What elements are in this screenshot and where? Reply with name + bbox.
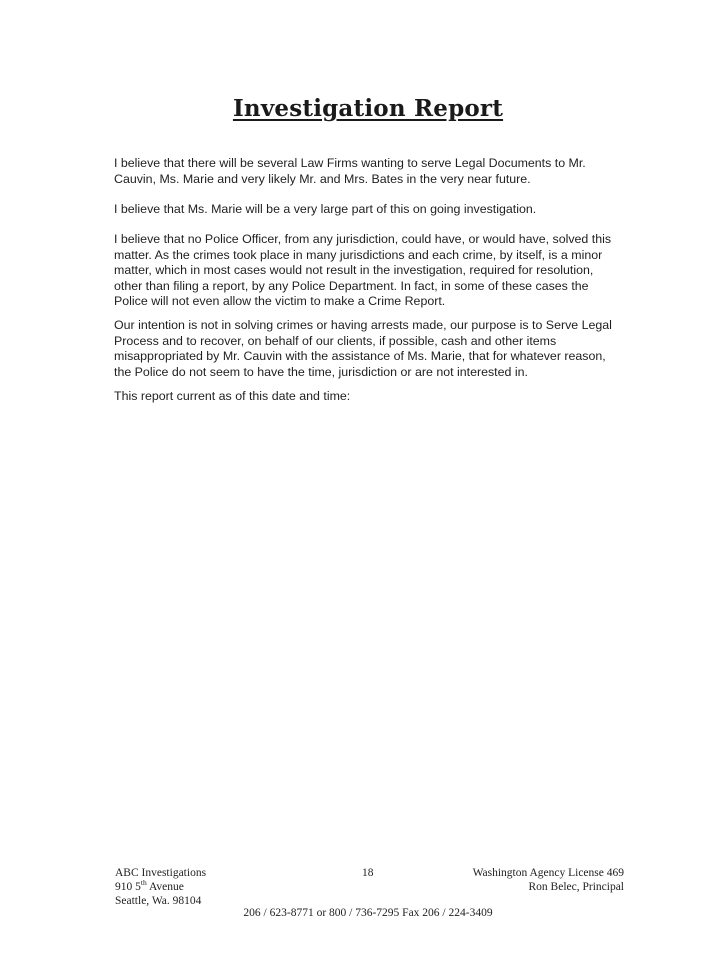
paragraph-2: I believe that Ms. Marie will be a very large part of this on going investigation.	[114, 202, 537, 216]
footer-license-number: Washington Agency License 469	[472, 867, 624, 879]
paragraph-4: Our intention is not in solving crimes or having arrests made, our purpose is to Serve Legal Process and to recover, on behalf of our clients, if possible, cash and other items misappropriated by Mr. Cauvin with the assistance of Ms. Marie, that for whatever reason, the Police do not seem to have the time, jurisdiction or are not interested in.	[114, 318, 612, 379]
paragraph-1: I believe that there will be several Law Firms wanting to serve Legal Documents to Mr. Cauvin, Ms. Marie and very likely Mr. and Mrs. Bates in the very near future.	[114, 156, 586, 186]
paragraph-3: I believe that no Police Officer, from any jurisdiction, could have, or would have, solved this matter. As the crimes took place in many jurisdictions and each crime, by itself, is a minor matter, which in most cases would not result in the investigation, required for resolution, other than filing a report, by any Police Department. In fact, in some of these cases the Police will not even allow the victim to make a Crime Report.	[114, 232, 612, 308]
footer-city: Seattle, Wa. 98104	[115, 894, 202, 907]
footer-street: 910 5th Avenue	[115, 877, 184, 893]
footer-phones: 206 / 623-8771 or 800 / 736-7295 Fax 206 / 224-3409	[243, 907, 493, 919]
footer-company: ABC Investigations	[115, 867, 207, 879]
footer-address	[115, 867, 206, 908]
footer-principal: Ron Belec, Principal	[528, 880, 624, 893]
footer-license	[473, 867, 624, 895]
page-number: 18	[362, 867, 374, 879]
report-title: Investigation Report	[232, 95, 504, 122]
paragraph-5: This report current as of this date and time:	[114, 389, 351, 403]
